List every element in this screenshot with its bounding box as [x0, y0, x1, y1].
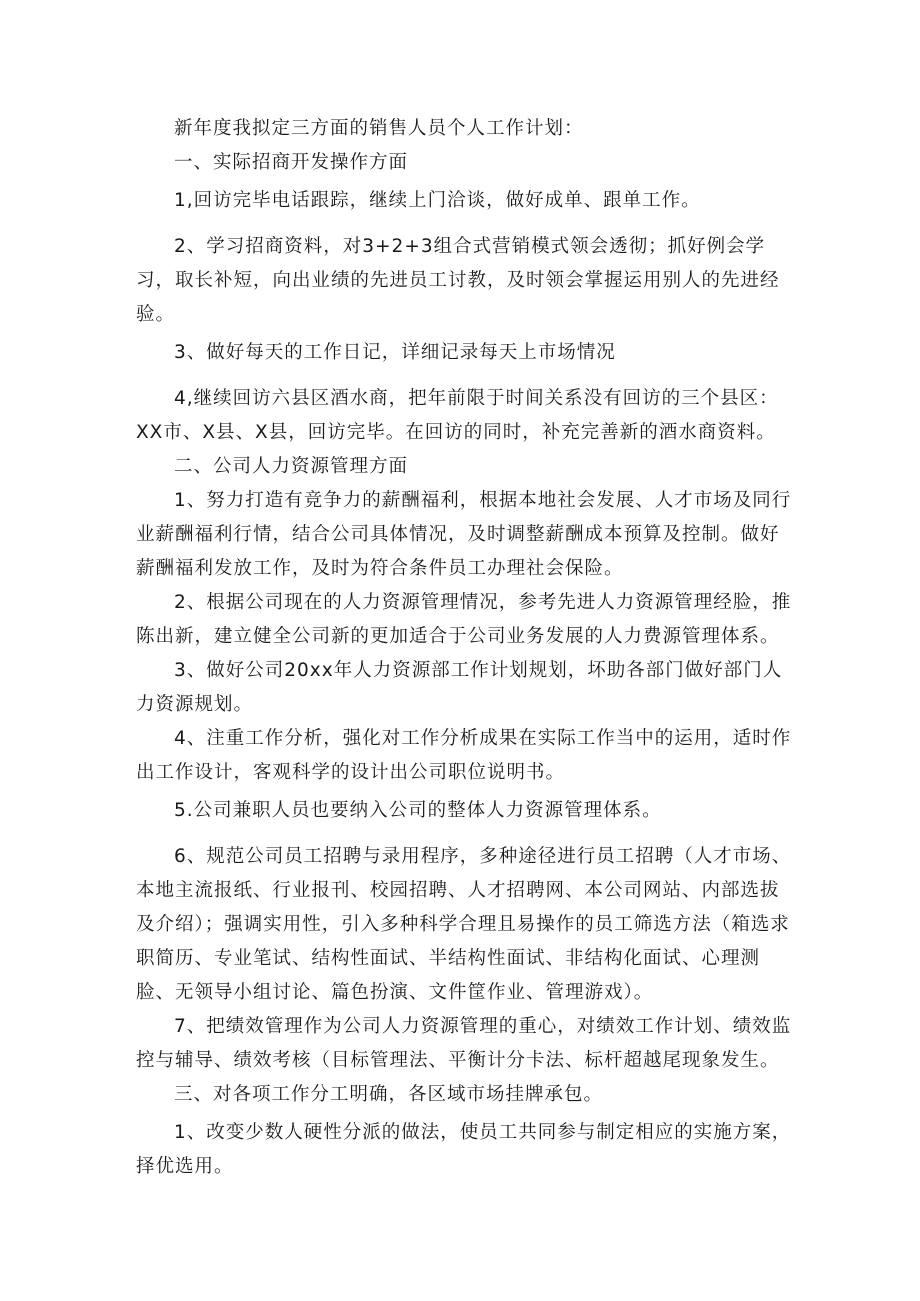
- paragraph-2-3: 3、做好公司20xx年人力资源部工作计划规划，坏助各部门做好部门人力资源规划。: [136, 660, 783, 715]
- section-heading-3: 三、对各项工作分工明确，各区域市场挂牌承包。: [174, 1084, 604, 1105]
- paragraph-1-2: 2、学习招商资料，对3+2+3组合式营销模式领会透彻；抓好例会学习，取长补短，向出业绩的先进员工讨教，及时领会掌握运用别人的先进经验。: [136, 236, 780, 325]
- paragraph-2-6: 6、规范公司员工招聘与录用程序，多种途径进行员工招聘（人才市场、本地主流报纸、行业报刊、校园招聘、人才招聘网、本公司网站、内部选拔及介绍）；强调实用性，引入多种科学合理且易操作的员工筛选方法（箱选求职简历、专业笔试、结构性面试、半结构性面试、非结构化面试、心理测脸、无领导小组讨论、篇色扮演、文件筐作业、管理游戏）。: [136, 846, 792, 1003]
- paragraph-1-4: 4,继续回访六县区酒水商，把年前限于时间关系没有回访的三个县区：XX市、X县、X县，回访完毕。在回访的同时，补充完善新的酒水商资料。: [136, 388, 779, 443]
- paragraph-2-7: 7、把绩效管理作为公司人力资源管理的重心，对绩效工作计划、绩效监控与辅导、绩效考核（目标管理法、平衡计分卡法、标杆超越尾现象发生。: [136, 1016, 792, 1071]
- paragraph-2-4: 4、注重工作分析，强化对工作分析成果在实际工作当中的运用，适时作出工作设计，客观科学的设计出公司职位说明书。: [136, 728, 792, 783]
- paragraph-3-1: 1、改变少数人硬性分派的做法，使员工共同参与制定相应的实施方案，择优选用。: [136, 1122, 792, 1177]
- section-heading-1: 一、实际招商开发操作方面: [174, 152, 409, 173]
- document-body: [136, 112, 796, 1184]
- paragraph-1-1: 1,回访完毕电话跟踪，继续上门洽谈，做好成单、跟单工作。: [174, 190, 701, 211]
- section-heading-2: 二、公司人力资源管理方面: [174, 456, 409, 477]
- paragraph-2-2: 2、根据公司现在的人力资源管理情况，参考先进人力资源管理经脸，推陈出新，建立健全公司新的更加适合于公司业务发展的人力费源管理体系。: [136, 592, 792, 647]
- intro-paragraph: 新年度我拟定三方面的销售人员个人工作计划：: [174, 118, 584, 139]
- paragraph-2-1: 1、努力打造有竞争力的薪酬福利，根据本地社会发展、人才市场及同行业薪酬福利行情，结合公司具体情况，及时调整薪酬成本预算及控制。做好薪酬福利发放工作，及时为符合条件员工办理社会保险。: [136, 490, 792, 579]
- paragraph-2-5: 5.公司兼职人员也要纳入公司的整体人力资源管理体系。: [174, 800, 662, 821]
- paragraph-1-3: 3、做好每天的工作日记，详细记录每天上市场情况: [174, 342, 616, 363]
